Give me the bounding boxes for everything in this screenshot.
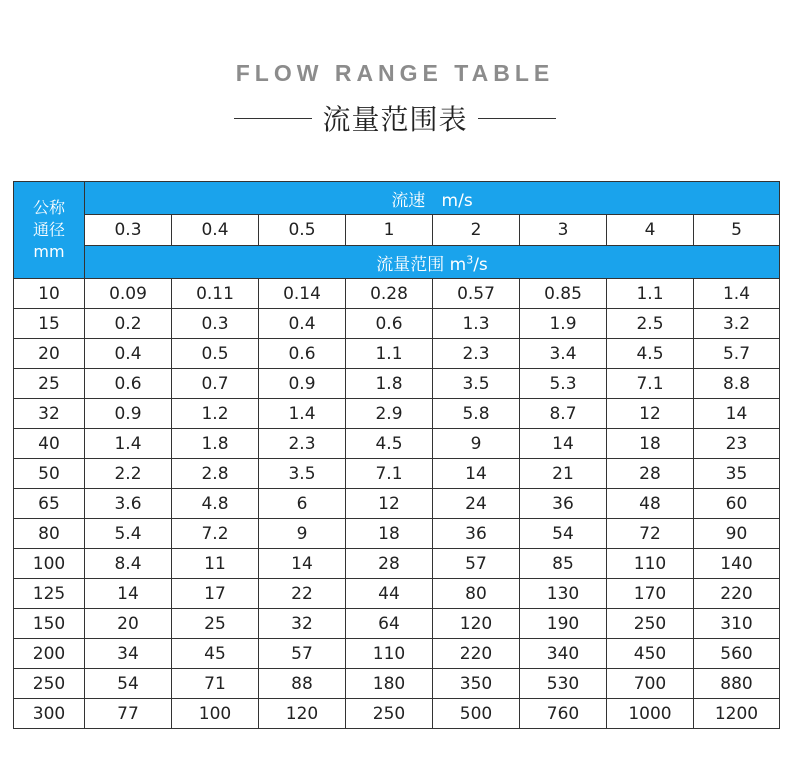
speed-value: 3 (520, 215, 607, 246)
flow-value-cell: 5.4 (85, 519, 172, 549)
speed-header-row (14, 182, 780, 215)
range-unit-tail: /s (473, 254, 488, 275)
range-header-unit (449, 252, 488, 275)
flow-value-cell: 250 (346, 699, 433, 729)
flow-value-cell: 7.1 (346, 459, 433, 489)
flow-value-cell: 1.8 (346, 369, 433, 399)
speed-header-label: 流速 (391, 190, 426, 211)
flow-value-cell: 88 (259, 669, 346, 699)
flow-value-cell: 140 (694, 549, 780, 579)
range-unit-sup: 3 (466, 252, 474, 266)
flow-value-cell: 3.5 (259, 459, 346, 489)
flow-value-cell: 1.9 (520, 309, 607, 339)
flow-value-cell: 12 (607, 399, 694, 429)
table-row (14, 549, 780, 579)
flow-value-cell: 0.4 (259, 309, 346, 339)
flow-value-cell: 54 (85, 669, 172, 699)
flow-value-cell: 44 (346, 579, 433, 609)
flow-value-cell: 7.2 (172, 519, 259, 549)
flow-value-cell: 57 (433, 549, 520, 579)
speed-header-unit: m/s (441, 190, 473, 211)
flow-value-cell: 36 (520, 489, 607, 519)
flow-value-cell: 11 (172, 549, 259, 579)
flow-value-cell: 71 (172, 669, 259, 699)
table-row (14, 369, 780, 399)
flow-value-cell: 0.6 (346, 309, 433, 339)
table-row (14, 699, 780, 729)
nominal-diameter-cell: 50 (14, 459, 85, 489)
flow-value-cell: 500 (433, 699, 520, 729)
flow-value-cell: 28 (607, 459, 694, 489)
nominal-diameter-header (14, 182, 85, 279)
flow-value-cell: 18 (607, 429, 694, 459)
flow-value-cell: 700 (607, 669, 694, 699)
nominal-diameter-cell: 10 (14, 279, 85, 309)
flow-value-cell: 7.1 (607, 369, 694, 399)
corner-line-2: 通径 (32, 220, 65, 239)
flow-value-cell: 36 (433, 519, 520, 549)
flow-value-cell: 0.2 (85, 309, 172, 339)
flow-value-cell: 880 (694, 669, 780, 699)
flow-value-cell: 120 (433, 609, 520, 639)
flow-value-cell: 8.4 (85, 549, 172, 579)
flow-value-cell: 20 (85, 609, 172, 639)
flow-value-cell: 0.5 (172, 339, 259, 369)
flow-value-cell: 110 (607, 549, 694, 579)
speed-value: 5 (694, 215, 780, 246)
title-left-rule (234, 118, 312, 119)
flow-value-cell: 22 (259, 579, 346, 609)
flow-value-cell: 190 (520, 609, 607, 639)
title-right-rule (478, 118, 556, 119)
speed-value: 1 (346, 215, 433, 246)
flow-value-cell: 340 (520, 639, 607, 669)
table-row (14, 279, 780, 309)
flow-value-cell: 100 (172, 699, 259, 729)
nominal-diameter-cell: 150 (14, 609, 85, 639)
flow-value-cell: 14 (85, 579, 172, 609)
speed-values-row (14, 215, 780, 246)
flow-value-cell: 64 (346, 609, 433, 639)
flow-value-cell: 0.09 (85, 279, 172, 309)
flow-value-cell: 0.7 (172, 369, 259, 399)
flow-value-cell: 5.8 (433, 399, 520, 429)
table-row (14, 489, 780, 519)
flow-value-cell: 12 (346, 489, 433, 519)
flow-value-cell: 21 (520, 459, 607, 489)
flow-value-cell: 32 (259, 609, 346, 639)
flow-value-cell: 6 (259, 489, 346, 519)
flow-value-cell: 14 (433, 459, 520, 489)
nominal-diameter-cell: 80 (14, 519, 85, 549)
flow-value-cell: 0.14 (259, 279, 346, 309)
corner-line-1: 公称 (32, 198, 65, 217)
flow-value-cell: 0.85 (520, 279, 607, 309)
flow-value-cell: 24 (433, 489, 520, 519)
flow-value-cell: 25 (172, 609, 259, 639)
flow-value-cell: 4.5 (607, 339, 694, 369)
flow-value-cell: 2.8 (172, 459, 259, 489)
table-row (14, 399, 780, 429)
flow-value-cell: 14 (694, 399, 780, 429)
table-row (14, 339, 780, 369)
nominal-diameter-cell: 125 (14, 579, 85, 609)
table-row (14, 639, 780, 669)
range-header-cell (85, 246, 780, 279)
flow-value-cell: 180 (346, 669, 433, 699)
flow-value-cell: 8.7 (520, 399, 607, 429)
flow-value-cell: 45 (172, 639, 259, 669)
table-row (14, 669, 780, 699)
table-row (14, 459, 780, 489)
speed-value: 4 (607, 215, 694, 246)
table-row (14, 309, 780, 339)
flow-value-cell: 0.9 (259, 369, 346, 399)
flow-value-cell: 560 (694, 639, 780, 669)
flow-value-cell: 14 (259, 549, 346, 579)
nominal-diameter-cell: 200 (14, 639, 85, 669)
range-header-row (14, 246, 780, 279)
speed-value: 0.3 (85, 215, 172, 246)
corner-line-3: mm (33, 242, 65, 261)
flow-value-cell: 17 (172, 579, 259, 609)
flow-value-cell: 2.9 (346, 399, 433, 429)
flow-value-cell: 2.3 (259, 429, 346, 459)
flow-value-cell: 350 (433, 669, 520, 699)
flow-value-cell: 0.28 (346, 279, 433, 309)
flow-value-cell: 28 (346, 549, 433, 579)
flow-value-cell: 250 (607, 609, 694, 639)
flow-value-cell: 5.3 (520, 369, 607, 399)
flow-value-cell: 34 (85, 639, 172, 669)
title-chinese: 流量范围表 (322, 103, 468, 136)
flow-value-cell: 1000 (607, 699, 694, 729)
flow-value-cell: 48 (607, 489, 694, 519)
flow-value-cell: 310 (694, 609, 780, 639)
nominal-diameter-cell: 40 (14, 429, 85, 459)
nominal-diameter-cell: 100 (14, 549, 85, 579)
range-header-label: 流量范围 (376, 254, 445, 275)
flow-value-cell: 80 (433, 579, 520, 609)
flow-value-cell: 3.2 (694, 309, 780, 339)
flow-value-cell: 3.4 (520, 339, 607, 369)
table-row (14, 579, 780, 609)
speed-value: 2 (433, 215, 520, 246)
nominal-diameter-cell: 25 (14, 369, 85, 399)
flow-value-cell: 57 (259, 639, 346, 669)
title-chinese-row (0, 98, 790, 138)
flow-value-cell: 0.6 (259, 339, 346, 369)
flow-value-cell: 450 (607, 639, 694, 669)
flow-value-cell: 85 (520, 549, 607, 579)
flow-value-cell: 3.5 (433, 369, 520, 399)
nominal-diameter-cell: 20 (14, 339, 85, 369)
flow-value-cell: 0.4 (85, 339, 172, 369)
nominal-diameter-cell: 65 (14, 489, 85, 519)
flow-value-cell: 77 (85, 699, 172, 729)
flow-value-cell: 1.2 (172, 399, 259, 429)
flow-value-cell: 18 (346, 519, 433, 549)
nominal-diameter-cell: 32 (14, 399, 85, 429)
flow-value-cell: 220 (433, 639, 520, 669)
flow-value-cell: 2.2 (85, 459, 172, 489)
flow-value-cell: 120 (259, 699, 346, 729)
flow-value-cell: 54 (520, 519, 607, 549)
flow-value-cell: 0.11 (172, 279, 259, 309)
flow-value-cell: 1.4 (85, 429, 172, 459)
flow-value-cell: 8.8 (694, 369, 780, 399)
title-english: FLOW RANGE TABLE (235, 60, 555, 86)
flow-value-cell: 2.3 (433, 339, 520, 369)
flow-value-cell: 3.6 (85, 489, 172, 519)
flow-value-cell: 5.7 (694, 339, 780, 369)
flow-value-cell: 110 (346, 639, 433, 669)
flow-value-cell: 1.8 (172, 429, 259, 459)
flow-value-cell: 0.3 (172, 309, 259, 339)
flow-value-cell: 1.3 (433, 309, 520, 339)
flow-range-table (13, 181, 780, 729)
flow-value-cell: 4.8 (172, 489, 259, 519)
flow-value-cell: 0.9 (85, 399, 172, 429)
flow-value-cell: 14 (520, 429, 607, 459)
nominal-diameter-cell: 250 (14, 669, 85, 699)
flow-value-cell: 1.4 (694, 279, 780, 309)
flow-value-cell: 1.4 (259, 399, 346, 429)
flow-value-cell: 72 (607, 519, 694, 549)
flow-value-cell: 60 (694, 489, 780, 519)
speed-header-cell (85, 182, 780, 215)
flow-value-cell: 130 (520, 579, 607, 609)
flow-value-cell: 9 (259, 519, 346, 549)
flow-value-cell: 1200 (694, 699, 780, 729)
table-row (14, 519, 780, 549)
flow-value-cell: 4.5 (346, 429, 433, 459)
speed-value: 0.4 (172, 215, 259, 246)
flow-value-cell: 9 (433, 429, 520, 459)
flow-value-cell: 1.1 (607, 279, 694, 309)
flow-value-cell: 0.6 (85, 369, 172, 399)
table-row (14, 609, 780, 639)
flow-value-cell: 0.57 (433, 279, 520, 309)
flow-value-cell: 23 (694, 429, 780, 459)
flow-value-cell: 220 (694, 579, 780, 609)
flow-value-cell: 530 (520, 669, 607, 699)
nominal-diameter-cell: 300 (14, 699, 85, 729)
table-row (14, 429, 780, 459)
flow-value-cell: 90 (694, 519, 780, 549)
flow-value-cell: 2.5 (607, 309, 694, 339)
flow-value-cell: 35 (694, 459, 780, 489)
flow-value-cell: 170 (607, 579, 694, 609)
nominal-diameter-cell: 15 (14, 309, 85, 339)
flow-value-cell: 760 (520, 699, 607, 729)
speed-value: 0.5 (259, 215, 346, 246)
flow-value-cell: 1.1 (346, 339, 433, 369)
range-unit-base: m (449, 254, 467, 275)
